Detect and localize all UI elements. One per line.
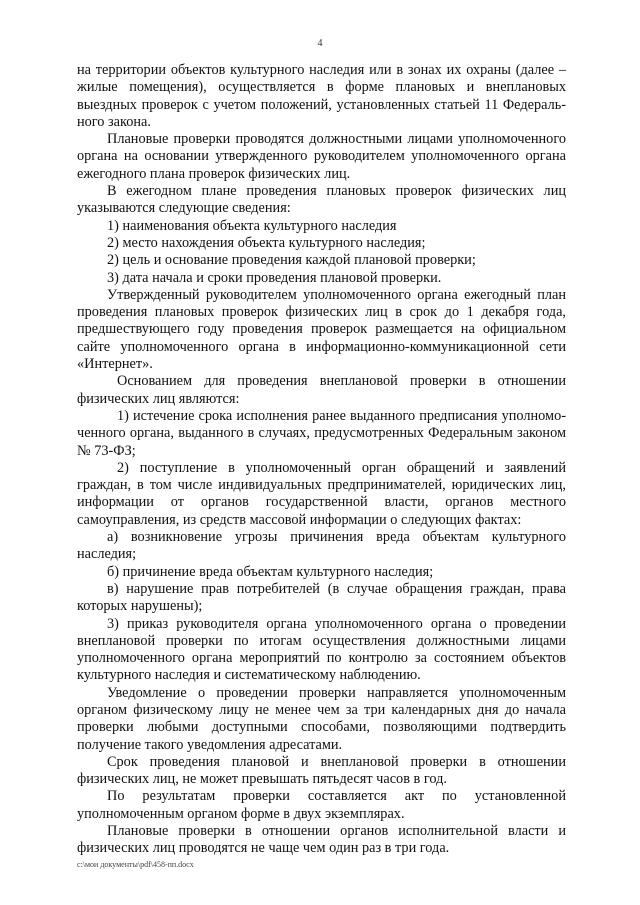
paragraph-annual-plan: В ежегодном плане проведения плановых проверок физических лиц указываются следующие сведения: bbox=[77, 183, 566, 217]
list-item-object-name: 1) наименования объекта культурного наследия bbox=[107, 217, 397, 234]
list-item-threat: а) возникновение угрозы причинения вреда объектам культурного наследия; bbox=[77, 529, 566, 563]
list-item-object-location: 2) место нахождения объекта культурного наследия; bbox=[107, 234, 426, 251]
list-item-harm: б) причинение вреда объектам культурного наследия; bbox=[107, 563, 434, 580]
paragraph-duration: Срок проведения плановой и внеплановой проверки в отношении физических лиц, не может превышать пятьдесят часов в год. bbox=[77, 753, 566, 788]
list-item-prescription-expiry: 1) истечение срока исполнения ранее выданного предписания уполномоченного органа, выданного в случаях, предусмотренных Федеральным законом № 73-ФЗ; bbox=[77, 407, 566, 459]
list-item-consumer-rights: в) нарушение прав потребителей (в случае обращения граждан, права которых нарушены); bbox=[77, 580, 566, 615]
list-item-order: 3) приказ руководителя органа уполномоченного органа о проведении внеплановой проверки по итогам осуществления должностными лицами уполномоченного органа мероприятий по контролю за состоянием объектов культурного наследия и систематическому наблюдению. bbox=[77, 615, 566, 684]
document-body bbox=[77, 62, 566, 858]
list-item-purpose: 2) цель и основание проведения каждой плановой проверки; bbox=[107, 252, 476, 269]
page-number: 4 bbox=[317, 38, 323, 49]
paragraph-planned-inspections: Плановые проверки проводятся должностными лицами уполномоченного органа на основании утвержденного руководителем уполномоченного органа ежегодного плана проверок физических лиц. bbox=[77, 131, 566, 182]
paragraph-frequency: Плановые проверки в отношении органов исполнительной власти и физических лиц проводятся не чаще чем один раз в три года. bbox=[77, 823, 566, 857]
paragraph-continuation: на территории объектов культурного наследия или в зонах их охраны (далее – жилые помещения), осуществляется в форме плановых и внеплановых выездных проверок с учетом положений, установленных статьей 11 Федерального закона. bbox=[77, 62, 566, 130]
paragraph-notification: Уведомление о проведении проверки направляется уполномоченным органом физическому лицу не менее чем за три календарных дня до начала проверки любыми доступными способами, позволяющими подтвердить получение такого уведомления адресатами. bbox=[77, 684, 566, 753]
paragraph-plan-publication: Утвержденный руководителем уполномоченного органа ежегодный план проведения плановых проверок физических лиц в срок до 1 декабря года, предшествующего году проведения проверок размещается на официальном сайте уполномоченного органа в информационно-коммуникационной сети «Интернет». bbox=[77, 286, 566, 373]
list-item-dates: 3) дата начала и сроки проведения плановой проверки. bbox=[107, 269, 442, 286]
footer-file-path: c:\мои документы\pdf\458-пп.docx bbox=[77, 860, 194, 869]
list-item-appeals: 2) поступление в уполномоченный орган обращений и заявлений граждан, в том числе индивидуальных предпринимателей, юридических лиц, информации от органов государственной власти, органов местного самоуправления, из средств массовой информации о следующих фактах: bbox=[77, 459, 566, 528]
paragraph-act: По результатам проверки составляется акт по установленной уполномоченным органом форме в двух экземплярах. bbox=[77, 788, 566, 822]
paragraph-unscheduled-grounds: Основанием для проведения внеплановой проверки в отношении физических лиц являются: bbox=[77, 373, 566, 407]
